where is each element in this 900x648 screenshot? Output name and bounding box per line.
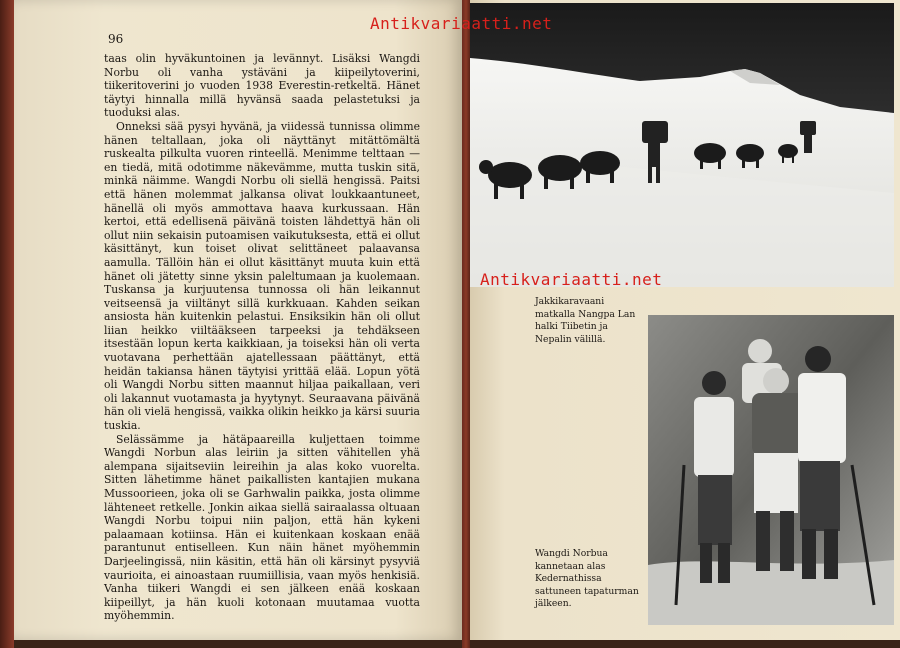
paragraph-2: Onneksi sää pysyi hyvänä, ja viidessä tunnissa olimme hänen teltallaan, joka oli näyttänyt mitättömältä ruskealta pilkulta vuoren rinteellä. Menimme telttaan — en tiedä, mitä odotimme näkevämme, mutta tuskin sitä, minkä näimme. Wangdi Norbu oli siellä hengissä. Paitsi että hänen molemmat jalkansa olivat loukkaantuneet, hänellä oli myös ammottava haava kurkussaan. Hän kertoi, että edellisenä päivänä toisten lähdettyä hän oli ollut niin sekaisin putoamisen vaikutuksesta, että ei ollut käsittänyt, kun toiset olivat selittäneet palaavansa aamulla. Tällöin hän ei ollut käsittänyt muuta kuin että hänet oli jätetty sinne yksin paleltumaan ja kuolemaan. Tuskansa ja kurjuutensa tunnossa oli hän leikannut veitseensä ja viiltänyt sillä kurkkuaan. Kahden seikan ansiosta hän kuitenkin pelastui. Ensiksikin hän oli ollut liian heikko viiltääkseen tarpeeksi ja tehdäkseen itsestään lopun kerta kaikkiaan, ja toiseksi hän oli verta vuotavana perhettään ajatellessaan päättänyt, että heidän takiansa hänen täytyisi yrittää elää. Lopun yötä oli Wangdi Norbu sitten maannut hiljaa paikallaan, veri oli lakannut vuotamasta ja hyytynyt. Seuraavana päivänä hän oli vielä hengissä, vaikka olikin heikko ja kärsi suuria tuskia. (104, 119, 420, 433)
photo-yak-caravan-drawing (470, 3, 894, 287)
book-spine (462, 0, 470, 648)
photo-rescue-group-drawing (648, 315, 894, 625)
paragraph-1: taas olin hyväkuntoinen ja levännyt. Lisäksi Wangdi Norbu oli vanha ystäväni ja kiipeilytoverini, tiikeritoverini jo vuoden 1938 Everestin-retkeltä. Hänet täytyi hinnalla millä hyvänsä saada pelastetuksi ja tuoduksi alas. (104, 52, 420, 120)
caption-top-photo: Jakkikaravaani matkalla Nangpa Lan halki Tiibetin ja Nepalin välillä. (535, 296, 636, 345)
watermark-middle: Antikvariaatti.net (480, 270, 663, 289)
photo-yak-caravan (470, 3, 894, 287)
paragraph-3: Selässämme ja hätäpaareilla kuljettaen toimme Wangdi Norbun alas leiriin ja sitten vähitellen yhä alempana sijaitseviin leireihin ja alas koko vuorelta. Sitten lähetimme hänet paikallisten kantajien mukana Mussoorieen, joka oli se Garhwalin paikka, josta olimme lähteneet retkelle. Jonkin aikaa siellä sairaalassa oltuaan Wangdi Norbu toipui niin paljon, että hän kykeni palaamaan kotiinsa. Hän ei kuitenkaan koskaan enää parantunut entiselleen. Kun näin hänet myöhemmin Darjeelingissä, niin käsitin, että hän oli kärsinyt pysyviä vaurioita, ei ainoastaan ruumiillisia, vaan myös henkisiä. Vanha tiikeri Wangdi ei sen jälkeen enää koskaan kiipeillyt, ja hän kuoli kotonaan muutamaa vuotta myöhemmin. (104, 432, 420, 623)
caption-bottom-photo: Wangdi Norbua kannetaan alas Kedernathissa sattuneen tapaturman jälkeen. (535, 548, 639, 610)
photo-rescue-group (648, 315, 894, 625)
watermark-top: Antikvariaatti.net (370, 14, 553, 33)
body-text (104, 52, 420, 623)
book-cover-edge (0, 0, 14, 648)
page-number: 96 (108, 32, 124, 46)
